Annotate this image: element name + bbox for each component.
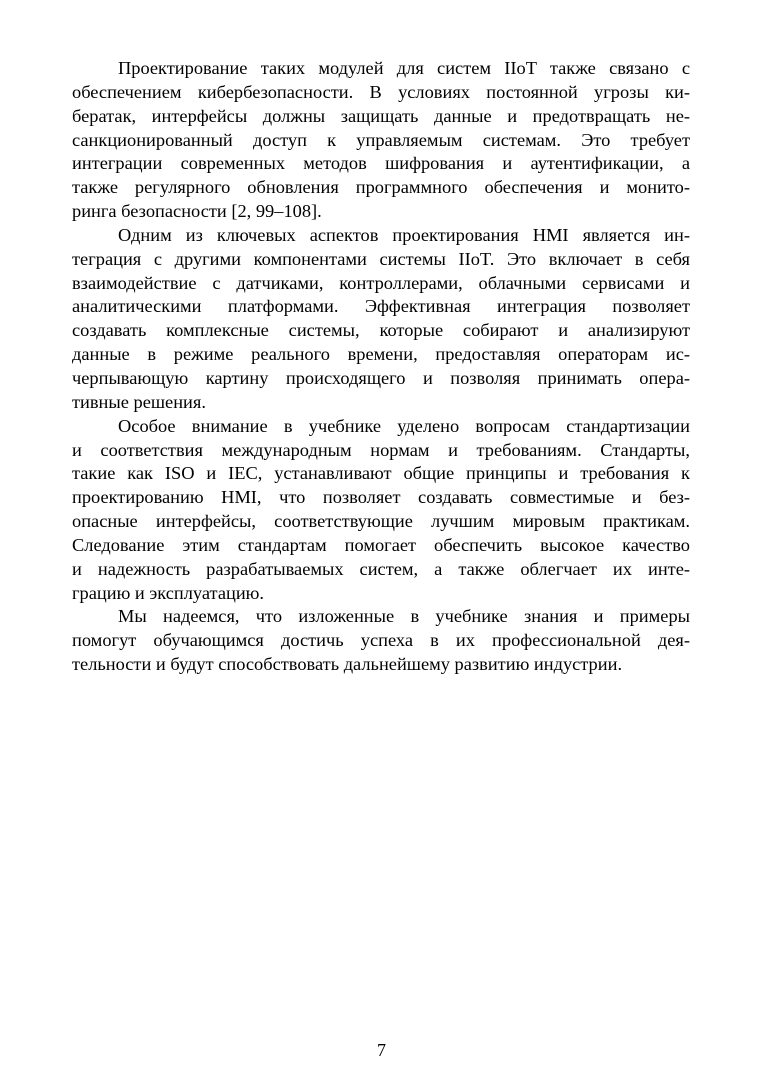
text-line: опасные интерфейсы, соответствующие лучшим мировым практикам. [72,511,690,532]
text-line: черпывающую картину происходящего и позволяя принимать опера- [72,367,690,388]
text-line: тивные решения. [72,391,206,412]
text-line: теграция с другими компонентами системы IIoT. Это включает в себя [72,248,690,269]
text-line: аналитическими платформами. Эффективная интеграция позволяет [72,296,690,317]
text-line: помогут обучающимся достичь успеха в их профессиональной дея- [72,630,690,651]
text-line: обеспечением кибербезопасности. В условиях постоянной угрозы ки- [72,81,690,102]
text-line: и соответствия международным нормам и требованиям. Стандарты, [72,439,690,460]
text-line: взаимодействие с датчиками, контроллерами, облачными сервисами и [72,272,690,293]
body-text [72,57,690,677]
text-line: бератак, интерфейсы должны защищать данные и предотвращать не- [72,105,690,126]
paragraph-cybersecurity [72,57,690,224]
text-line: такие как ISO и IEC, устанавливают общие принципы и требования к [72,463,690,484]
text-line: и надежность разрабатываемых систем, а также облегчает их инте- [72,558,690,579]
text-line: тельности и будут способствовать дальнейшему развитию индустрии. [72,654,623,675]
text-line: создавать комплексные системы, которые собирают и анализируют [72,320,690,341]
text-line: Особое внимание в учебнике уделено вопросам стандартизации [118,415,690,436]
paragraph-conclusion [72,605,690,677]
text-line: ринга безопасности [2, 99–108]. [72,201,322,222]
text-line: также регулярного обновления программного обеспечения и монито- [72,177,690,198]
text-line: Следование этим стандартам помогает обеспечить высокое качество [72,534,690,555]
page-number: 7 [377,1040,386,1060]
text-line: Проектирование таких модулей для систем IIoT также связано с [118,58,690,78]
text-line: интеграции современных методов шифрования и аутентификации, а [72,153,690,174]
text-line: Одним из ключевых аспектов проектирования HMI является ин- [118,224,690,245]
paragraph-integration [72,224,690,415]
text-line: данные в режиме реального времени, предоставляя операторам ис- [72,344,690,365]
text-line: Мы надеемся, что изложенные в учебнике знания и примеры [118,606,690,627]
text-line: санкционированный доступ к управляемым системам. Это требует [72,129,690,150]
paragraph-standards [72,415,690,606]
text-line: грацию и эксплуатацию. [72,582,264,603]
text-line: проектированию HMI, что позволяет создавать совместимые и без- [72,487,690,508]
